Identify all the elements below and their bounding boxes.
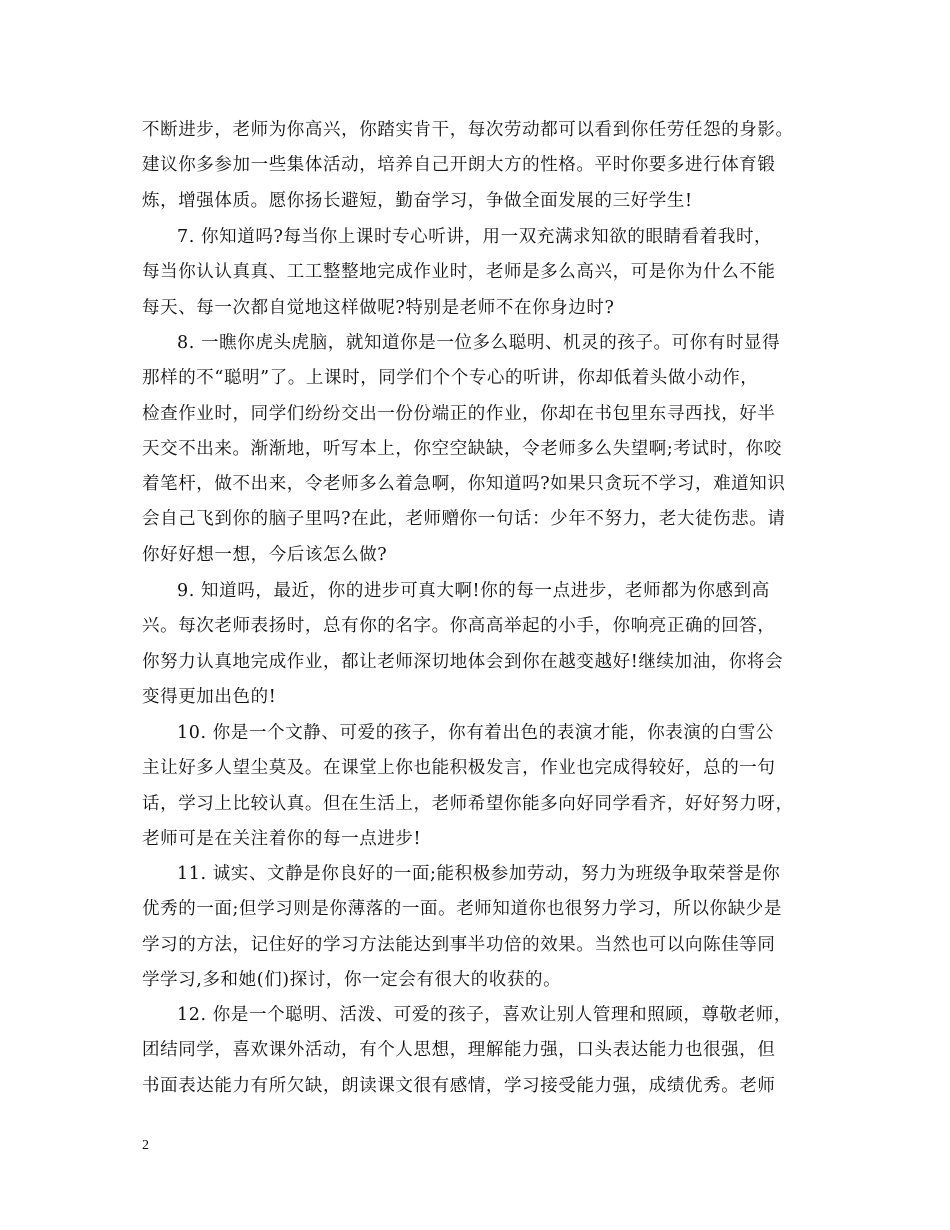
text-line: 8. 一瞧你虎头虎脑，就知道你是一位多么聪明、机灵的孩子。可你有时显得 [177,333,781,353]
text-line: 话，学习上比较认真。但在生活上，老师希望你能多向好同学看齐，好好努力呀， [142,793,794,814]
text-line: 那样的不“聪明”了。上课时，同学们个个专心的听讲，你却低着头做小动作， [142,368,759,389]
text-line: 7. 你知道吗?每当你上课时专心听讲，用一双充满求知欲的眼睛看着我时， [177,227,773,247]
text-line: 不断进步，老师为你高兴，你踏实肯干，每次劳动都可以看到你任劳任怨的身影。 [142,120,794,140]
text-line: 10. 你是一个文静、可爱的孩子，你有着出色的表演才能，你表演的白雪公 [177,723,774,743]
text-line: 建议你多参加一些集体活动，培养自己开朗大方的性格。平时你要多进行体育锻 [142,155,776,176]
text-line: 每当你认认真真、工工整整地完成作业时，老师是多么高兴，可是你为什么不能 [142,262,776,283]
text-line: 团结同学，喜欢课外活动，有个人思想，理解能力强，口头表达能力也很强，但 [142,1040,776,1061]
paragraph-item-9 [142,574,842,715]
paragraph-item-7 [142,220,842,326]
text-line: 你努力认真地完成作业，都让老师深切地体会到你在越变越好!继续加油，你将会 [142,651,784,672]
text-line: 学习的方法，记住好的学习方法能达到事半功倍的效果。当然也可以向陈佳等同 [142,934,776,955]
text-line: 检查作业时，同学们纷纷交出一份份端正的作业，你却在书包里东寻西找，好半 [142,403,776,424]
text-line: 兴。每次老师表扬时，总有你的名字。你高高举起的小手，你响亮正确的回答， [142,616,776,637]
text-line: 老师可是在关注着你的每一点进步! [142,828,422,849]
paragraph-item-8 [142,326,842,573]
text-line: 天交不出来。渐渐地，听写本上，你空空缺缺，令老师多么失望啊;考试时，你咬 [142,438,782,459]
paragraph-item-11 [142,857,842,998]
text-line: 书面表达能力有所欠缺，朗读课文很有感情，学习接受能力强，成绩优秀。老师 [142,1075,776,1096]
paragraph-continuation [142,113,842,219]
paragraph-item-12 [142,998,842,1104]
text-line: 着笔杆，做不出来，令老师多么着急啊，你知道吗?如果只贪玩不学习，难道知识 [142,474,786,495]
text-line: 炼，增强体质。愿你扬长避短，勤奋学习，争做全面发展的三好学生! [142,190,693,211]
text-line: 11. 诚实、文静是你良好的一面;能积极参加劳动，努力为班级争取荣誉是你 [177,864,781,884]
text-line: 会自己飞到你的脑子里吗?在此，老师赠你一句话：少年不努力，老大徒伤悲。请 [142,509,786,530]
text-line: 主让好多人望尘莫及。在课堂上你也能积极发言，作业也完成得较好，总的一句 [142,758,776,779]
paragraph-item-10 [142,716,842,857]
text-line: 你好好想一想，今后该怎么做? [142,544,388,565]
text-line: 优秀的一面;但学习则是你薄落的一面。老师知道你也很努力学习，所以你缺少是 [142,899,782,920]
text-line: 学学习,多和她(们)探讨，你一定会有很大的收获的。 [142,969,562,990]
text-line: 12. 你是一个聪明、活泼、可爱的孩子，喜欢让别人管理和照顾，尊敬老师， [177,1005,792,1025]
text-line: 变得更加出色的! [142,686,277,707]
text-line: 9. 知道吗，最近，你的进步可真大啊!你的每一点进步，老师都为你感到高 [177,581,770,601]
page-number: 2 [142,1138,149,1153]
text-line: 每天、每一次都自觉地这样做呢?特别是老师不在你身边时? [142,297,615,318]
